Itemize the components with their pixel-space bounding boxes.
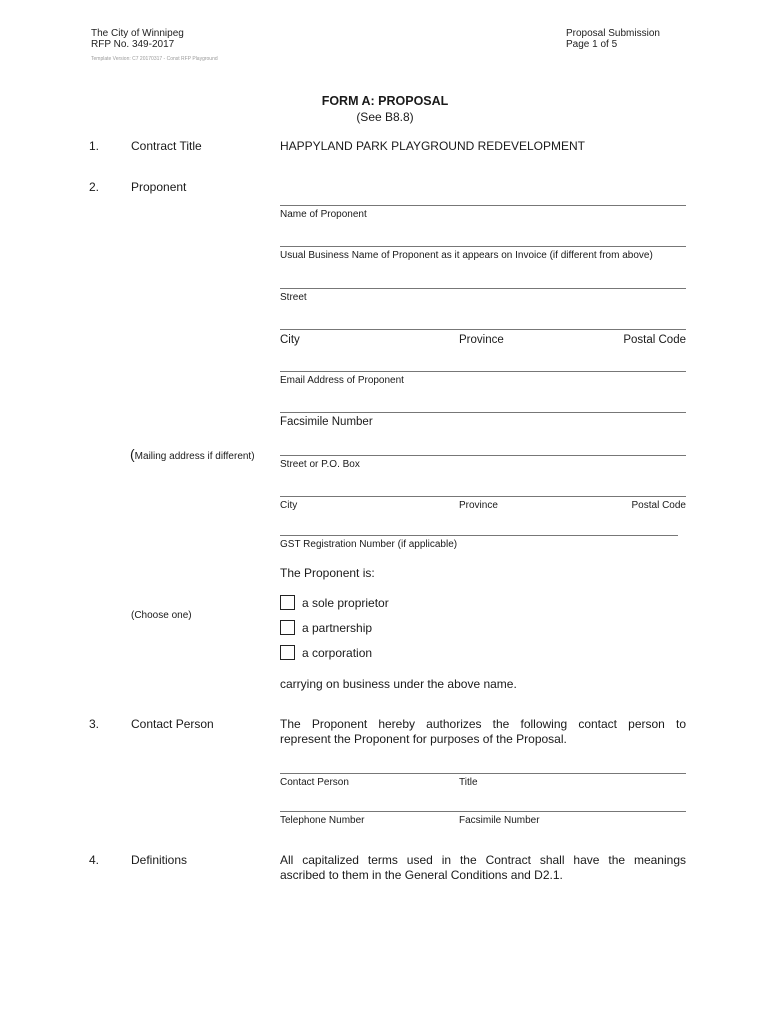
form-reference: (See B8.8) <box>356 110 414 124</box>
email-field[interactable] <box>280 371 686 372</box>
contact-phone-fax-field[interactable] <box>280 811 686 812</box>
contact-paragraph-line-2: represent the Proponent for purposes of the Proposal. <box>280 732 567 746</box>
contact-title-label: Title <box>459 777 478 788</box>
header-rfp-number: RFP No. 349-2017 <box>91 39 175 50</box>
street-field[interactable] <box>280 288 686 289</box>
gst-field[interactable] <box>280 535 678 536</box>
section-2-number: 2. <box>89 180 100 194</box>
header-submission: Proposal Submission <box>566 28 660 39</box>
section-1-number: 1. <box>89 139 100 153</box>
fax-label: Facsimile Number <box>280 416 373 428</box>
usual-business-name-label: Usual Business Name of Proponent as it appears on Invoice (if different from above) <box>280 250 653 261</box>
contact-person-paragraph <box>280 717 686 747</box>
section-3-label: Contact Person <box>131 717 214 731</box>
header-page-number: Page 1 of 5 <box>566 39 618 50</box>
header-template-version: Template Version: C7 20170317 - Const RFP Playground <box>91 56 218 62</box>
mail-street-field[interactable] <box>280 455 686 456</box>
corporation-label: a corporation <box>302 646 373 660</box>
gst-label: GST Registration Number (if applicable) <box>280 539 458 550</box>
name-of-proponent-label: Name of Proponent <box>280 209 367 220</box>
section-2-label: Proponent <box>131 180 187 194</box>
section-4-label: Definitions <box>131 853 188 867</box>
header-org: The City of Winnipeg <box>91 28 184 39</box>
name-of-proponent-field[interactable] <box>280 205 686 206</box>
definitions-line-1: All capitalized terms used in the Contract shall have the meanings <box>280 853 686 867</box>
mail-province-label: Province <box>459 500 498 511</box>
email-label: Email Address of Proponent <box>280 375 404 386</box>
sole-proprietor-label: a sole proprietor <box>302 596 389 610</box>
mail-city-label: City <box>280 500 298 511</box>
contact-person-title-field[interactable] <box>280 773 686 774</box>
partnership-label: a partnership <box>302 621 373 635</box>
street-label: Street <box>280 292 307 303</box>
proponent-is-text: The Proponent is: <box>280 566 375 580</box>
section-4-number: 4. <box>89 853 100 867</box>
mail-postal-code-label: Postal Code <box>631 500 686 511</box>
contact-fax-label: Facsimile Number <box>459 815 540 826</box>
mailing-address-label <box>130 446 255 464</box>
corporation-checkbox[interactable] <box>280 645 295 660</box>
section-1-label: Contract Title <box>131 139 202 153</box>
definitions-paragraph <box>280 853 686 883</box>
contact-paragraph-line-1: The Proponent hereby authorizes the following contact person to <box>280 717 686 731</box>
postal-code-label: Postal Code <box>623 334 686 346</box>
city-province-postal-field[interactable] <box>280 329 686 330</box>
partnership-checkbox[interactable] <box>280 620 295 635</box>
contact-person-label: Contact Person <box>280 777 349 788</box>
contract-title-value: HAPPYLAND PARK PLAYGROUND REDEVELOPMENT <box>280 139 585 153</box>
section-3-number: 3. <box>89 717 100 731</box>
definitions-line-2: ascribed to them in the General Conditions and D2.1. <box>280 868 563 882</box>
mail-city-province-postal-field[interactable] <box>280 496 686 497</box>
choose-one-label: (Choose one) <box>131 610 192 621</box>
mail-street-label: Street or P.O. Box <box>280 459 360 470</box>
province-label: Province <box>459 334 504 346</box>
fax-field[interactable] <box>280 412 686 413</box>
mailing-text: Mailing address if different) <box>134 451 255 462</box>
form-title: FORM A: PROPOSAL <box>321 94 449 108</box>
usual-business-name-field[interactable] <box>280 246 686 247</box>
carrying-on-business-text: carrying on business under the above name. <box>280 677 517 691</box>
sole-proprietor-checkbox[interactable] <box>280 595 295 610</box>
city-label: City <box>280 334 300 346</box>
telephone-number-label: Telephone Number <box>280 815 365 826</box>
mailing-paren: ( <box>130 446 135 462</box>
